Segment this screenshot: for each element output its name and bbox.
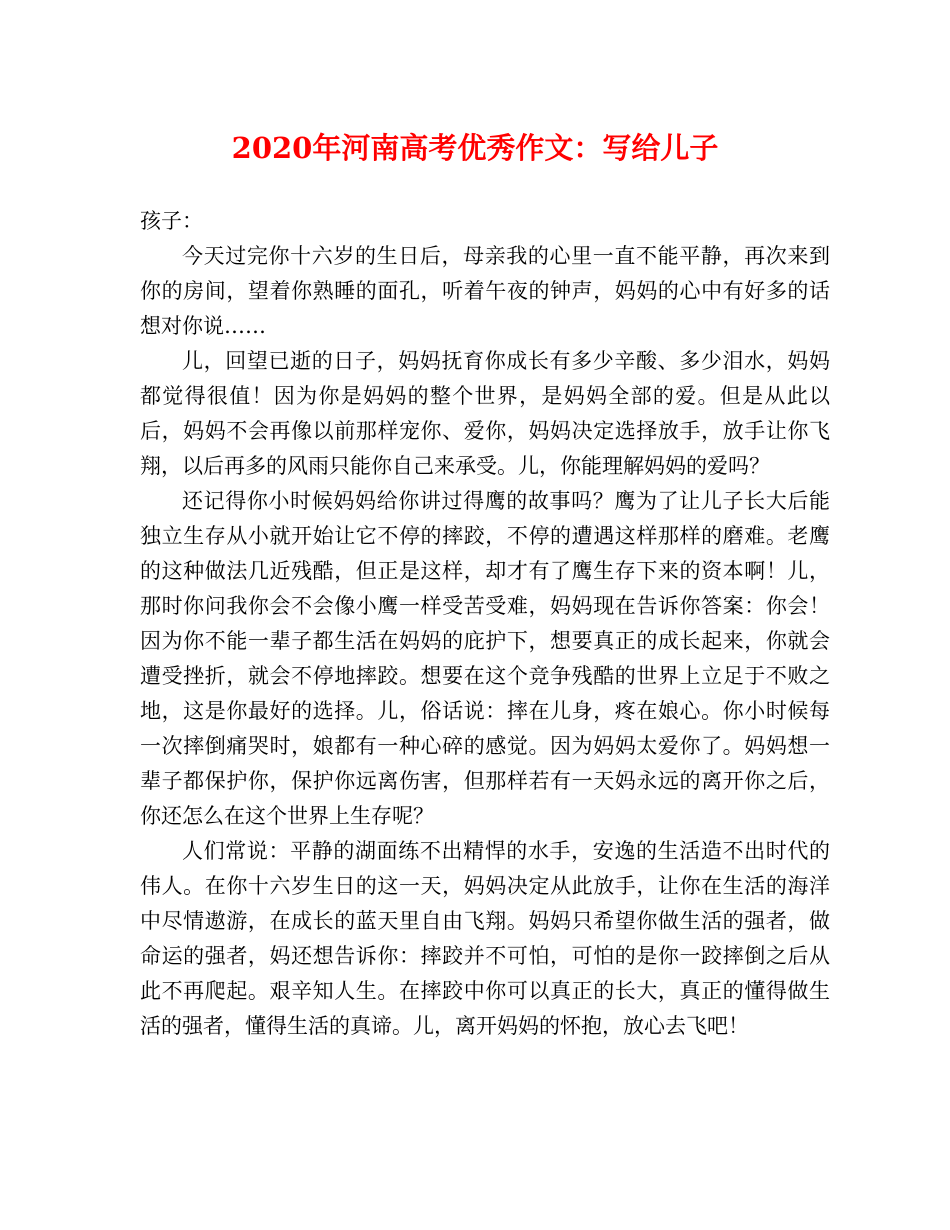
paragraph: 今天过完你十六岁的生日后，母亲我的心里一直不能平静，再次来到你的房间，望着你熟睡的面孔，听着午夜的钟声，妈妈的心中有好多的话想对你说……	[140, 244, 830, 338]
paragraph: 儿，回望已逝的日子，妈妈抚育你成长有多少辛酸、多少泪水，妈妈都觉得很值！因为你是妈妈的整个世界，是妈妈全部的爱。但是从此以后，妈妈不会再像以前那样宠你、爱你，妈妈决定选择放手，放手让你飞翔，以后再多的风雨只能你自己来承受。儿，你能理解妈妈的爱吗？	[140, 349, 830, 478]
paragraph: 人们常说：平静的湖面练不出精悍的水手，安逸的生活造不出时代的伟人。在你十六岁生日的这一天，妈妈决定从此放手，让你在生活的海洋中尽情遨游，在成长的蓝天里自由飞翔。妈妈只希望你做生活的强者，做命运的强者，妈还想告诉你：摔跤并不可怕，可怕的是你一跤摔倒之后从此不再爬起。艰辛知人生。在摔跤中你可以真正的长大，真正的懂得做生活的强者，懂得生活的真谛。儿，离开妈妈的怀抱，放心去飞吧！	[140, 839, 830, 1038]
document-body	[140, 204, 830, 1044]
document-title: 2020年河南高考优秀作文：写给儿子	[231, 131, 719, 165]
paragraph: 还记得你小时候妈妈给你讲过得鹰的故事吗？鹰为了让儿子长大后能独立生存从小就开始让它不停的摔跤，不停的遭遇这样那样的磨难。老鹰的这种做法几近残酷，但正是这样，却才有了鹰生存下来的资本啊！儿，那时你问我你会不会像小鹰一样受苦受难，妈妈现在告诉你答案：你会！因为你不能一辈子都生活在妈妈的庇护下，想要真正的成长起来，你就会遭受挫折，就会不停地摔跤。想要在这个竞争残酷的世界上立足于不败之地，这是你最好的选择。儿，俗话说：摔在儿身，疼在娘心。你小时候每一次摔倒痛哭时，娘都有一种心碎的感觉。因为妈妈太爱你了。妈妈想一辈子都保护你，保护你远离伤害，但那样若有一天妈永远的离开你之后，你还怎么在这个世界上生存呢？	[140, 489, 830, 828]
salutation: 孩子：	[140, 209, 203, 233]
